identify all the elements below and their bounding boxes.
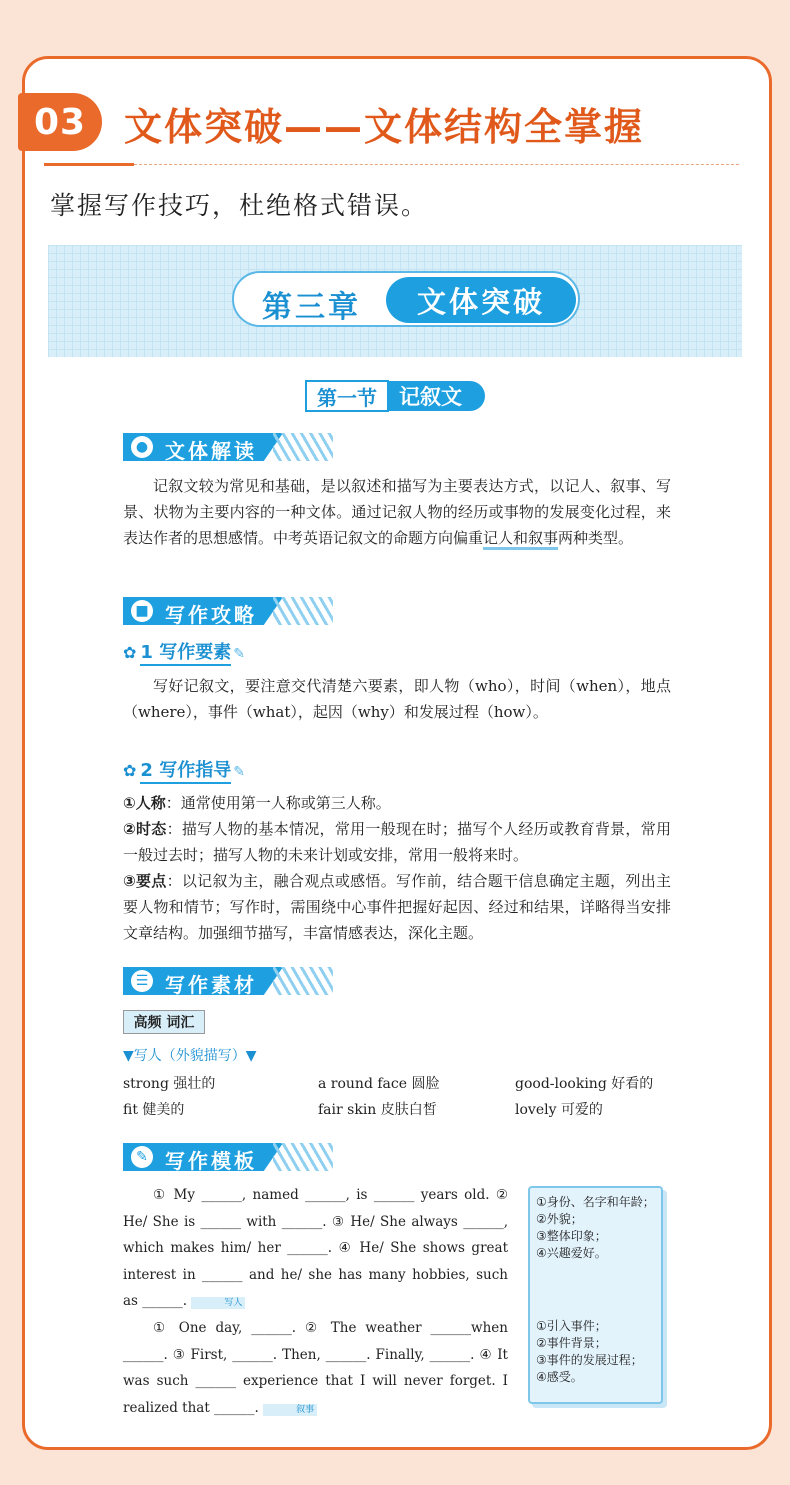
title-underline — [44, 163, 134, 166]
chapter-name: 文体突破 — [386, 277, 576, 323]
vocab-item: strong 强壮的 — [123, 1076, 216, 1092]
note-item: ③整体印象； — [536, 1229, 607, 1243]
bar-template-label: 写作模板 — [165, 1149, 257, 1173]
vocab-item: a round face 圆脸 — [318, 1076, 440, 1092]
bar-interpret-label: 文体解读 — [165, 439, 257, 463]
vocab-item: fair skin 皮肤白皙 — [318, 1102, 437, 1118]
title-dashed-divider — [134, 164, 739, 165]
section-number-badge: 03 — [18, 93, 102, 151]
note-item: ②事件背景； — [536, 1336, 607, 1350]
note-item: ②外貌； — [536, 1212, 583, 1226]
document-icon: ☰ — [131, 970, 153, 992]
note-item: ③事件的发展过程； — [536, 1353, 643, 1367]
pencil-icon: ✎ — [233, 646, 245, 662]
template-person: ① My ______, named ______, is ______ years old. ② He/ She is ______ with ______. ③ He/ She always ______, which makes him/ her ______. ④ He/ She shows great interest in ______ and he/ she has many hobbies, such as ______. 写人 — [123, 1187, 508, 1309]
template-event: ① One day, ______. ② The weather ______when ______. ③ First, ______. Then, ______. Finally, ______. ④ It was such ______ experience that I will never forget. I realized that ______. 叙事 — [123, 1320, 508, 1416]
guidance-list — [123, 790, 671, 946]
highlight-text: 记人和叙事 — [483, 529, 558, 550]
edit-icon: ✎ — [131, 1146, 153, 1168]
interpret-paragraph: 记叙文较为常见和基础，是以叙述和描写为主要表达方式，以记人、叙事、写景、状物为主要内容的一种文体。通过记叙人物的经历或事物的发展变化过程，来表达作者的思想感情。中考英语记叙文的命题方向偏重记人和叙事两种类型。 — [123, 473, 671, 551]
vocab-category: ▼写人（外貌描写）▼ — [123, 1048, 257, 1064]
vocab-item: good-looking 好看的 — [515, 1076, 654, 1092]
guidance-item: ①人称：通常使用第一人称或第三人称。 — [123, 794, 391, 812]
elements-paragraph: 写好记叙文，要注意交代清楚六要素，即人物（who），时间（when），地点（where），事件（what），起因（why）和发展过程（how）。 — [123, 677, 671, 721]
clover-icon: ✿ — [123, 643, 137, 662]
note-item: ④感受。 — [536, 1370, 583, 1384]
clover-icon: ✿ — [123, 761, 137, 780]
note-item: ④兴趣爱好。 — [536, 1246, 607, 1260]
elements-heading: ✿ 1 写作要素 ✎ — [123, 638, 245, 664]
vocab-tag: 高频 词汇 — [123, 1010, 205, 1034]
section-label: 第一节 — [305, 380, 389, 412]
bar-material-label: 写作素材 — [165, 973, 257, 997]
template-person-tag: 写人 — [191, 1297, 245, 1309]
vocab-item: lovely 可爱的 — [515, 1102, 603, 1118]
note-item: ①身份、名字和年龄； — [536, 1195, 655, 1209]
page-subtitle: 掌握写作技巧，杜绝格式错误。 — [50, 191, 429, 220]
book-icon: ■ — [131, 600, 153, 622]
bar-strategy-label: 写作攻略 — [165, 603, 257, 627]
guidance-heading: ✿ 2 写作指导 ✎ — [123, 756, 245, 782]
bar-interpret — [123, 433, 333, 461]
page-title: 文体突破——文体结构全掌握 — [124, 105, 645, 149]
chapter-label: 第三章 — [262, 290, 361, 325]
guidance-item: ②时态：描写人物的基本情况，常用一般现在时；描写个人经历或教育背景，常用一般过去时；描写人物的未来计划或安排，常用一般将来时。 — [123, 820, 671, 864]
bar-strategy — [123, 597, 333, 625]
bar-template — [123, 1143, 333, 1171]
note-item: ①引入事件； — [536, 1319, 607, 1333]
vocab-item: fit 健美的 — [123, 1102, 185, 1118]
person-icon: ● — [131, 436, 153, 458]
section-name: 记叙文 — [389, 381, 485, 411]
pencil-icon: ✎ — [233, 764, 245, 780]
template-notes — [528, 1186, 663, 1404]
template-event-tag: 叙事 — [263, 1404, 317, 1416]
bar-material — [123, 967, 333, 995]
guidance-item: ③要点：以记叙为主，融合观点或感悟。写作前，结合题干信息确定主题，列出主要人物和情节；写作时，需围绕中心事件把握好起因、经过和结果，详略得当安排文章结构。加强细节描写，丰富情感表达，深化主题。 — [123, 872, 671, 942]
